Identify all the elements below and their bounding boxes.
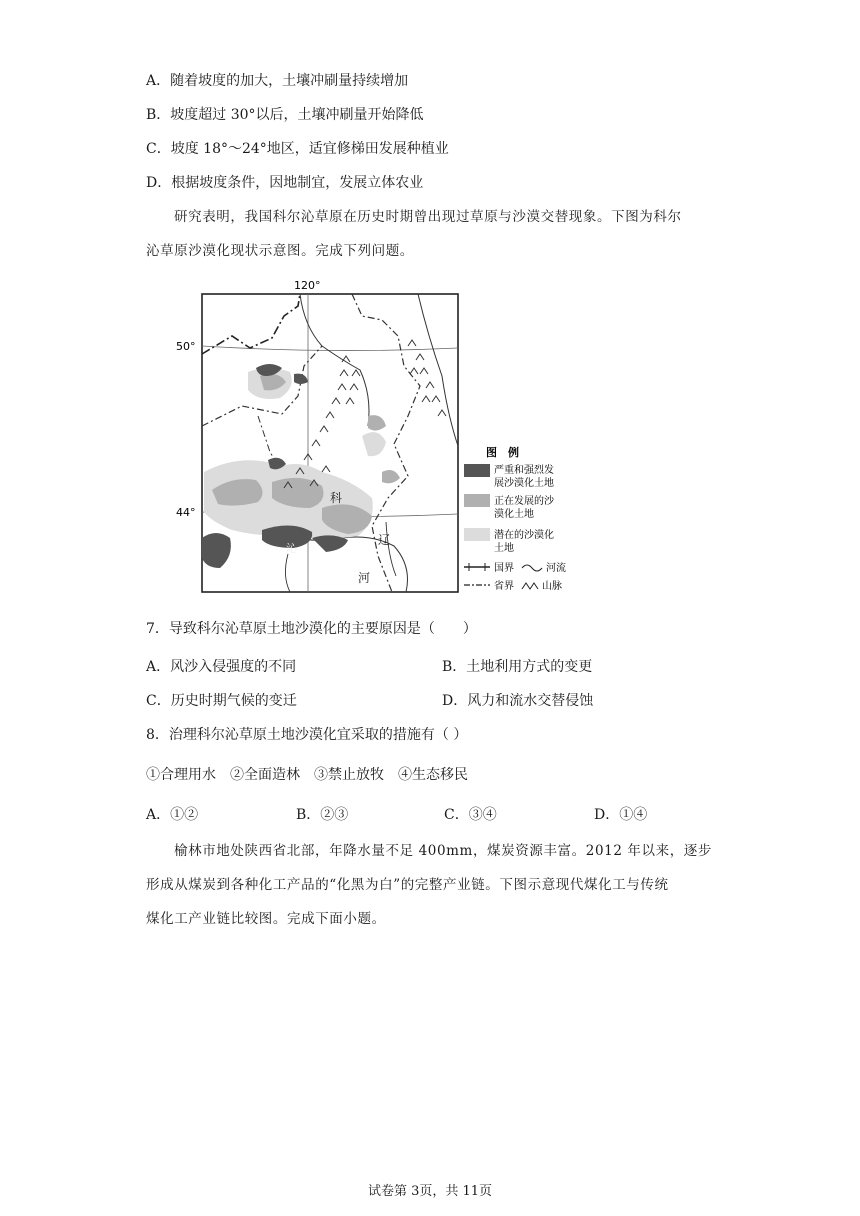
intro2-line2: 形成从煤炭到各种化工产品的“化黑为白”的完整产业链。下图示意现代煤化工与传统 [146,877,669,893]
legend-title: 图 例 [486,446,519,459]
legend-developing-line2: 漠化土地 [494,509,534,520]
legend-potential-line2: 土地 [494,543,514,554]
q6-option-d: D．根据坡度条件，因地制宜，发展立体农业 [146,175,424,191]
legend-swatch-severe [464,464,490,477]
q6-option-b: B．坡度超过 30°以后，土壤冲刷量开始降低 [146,107,424,123]
q7-option-c: C．历史时期气候的变迁 [146,693,297,709]
map-svg [172,276,582,596]
intro2-line1: 榆林市地处陕西省北部，年降水量不足 400mm，煤炭资源丰富。2012 年以来，逐步 [174,843,713,859]
desertification-map [172,276,582,596]
legend-swatch-potential [464,528,490,541]
legend-river-symbol [522,565,542,571]
lat-50-label: 50° [176,340,196,353]
q8-option-c: C．③④ [444,807,497,823]
page-footer: 试卷第 3页，共 11页 [367,1184,493,1199]
lat-44-label: 44° [176,506,196,519]
intro2-line3: 煤化工产业链比较图。完成下面小题。 [146,911,386,927]
place-char-qin: 沁 [286,542,297,555]
place-char-liao: 辽 [378,533,391,547]
legend-river-label: 河流 [546,563,566,574]
q7-option-b: B．土地利用方式的变更 [442,659,593,675]
lon-label: 120° [294,279,321,292]
intro1-line2: 沁草原沙漠化现状示意图。完成下列问题。 [146,243,414,259]
legend-potential-line1: 潜在的沙漠化 [494,530,554,541]
q7-option-d: D．风力和流水交替侵蚀 [442,693,594,709]
q6-option-c: C．坡度 18°～24°地区，适宜修梯田发展种植业 [146,141,449,157]
legend-severe-line2: 展沙漠化土地 [494,478,554,489]
place-char-he: 河 [358,571,371,585]
map-legend [464,445,566,592]
legend-mountain-label: 山脉 [542,581,562,592]
q8-option-b: B．②③ [296,807,349,823]
q8-items: ①合理用水 ②全面造林 ③禁止放牧 ④生态移民 [146,767,468,783]
intro1-line1: 研究表明，我国科尔沁草原在历史时期曾出现过草原与沙漠交替现象。下图为科尔 [174,209,682,225]
q8-option-a: A．①② [146,807,199,823]
legend-swatch-developing [464,494,490,507]
legend-developing-line1: 正在发展的沙 [494,496,554,507]
q7-stem: 7．导致科尔沁草原土地沙漠化的主要原因是（ ） [146,621,477,637]
q6-option-a: A．随着坡度的加大，土壤冲刷量持续增加 [146,73,409,89]
q7-option-a: A．风沙入侵强度的不同 [146,659,297,675]
q8-stem: 8．治理科尔沁草原土地沙漠化宜采取的措施有（ ） [146,727,468,743]
legend-border-label: 国界 [494,563,514,574]
q8-option-d: D．①④ [594,807,648,823]
legend-severe-line1: 严重和强烈发 [494,465,554,476]
place-char-ke: 科 [330,491,343,505]
legend-province-label: 省界 [494,581,514,592]
legend-mountain-symbol [522,583,538,589]
